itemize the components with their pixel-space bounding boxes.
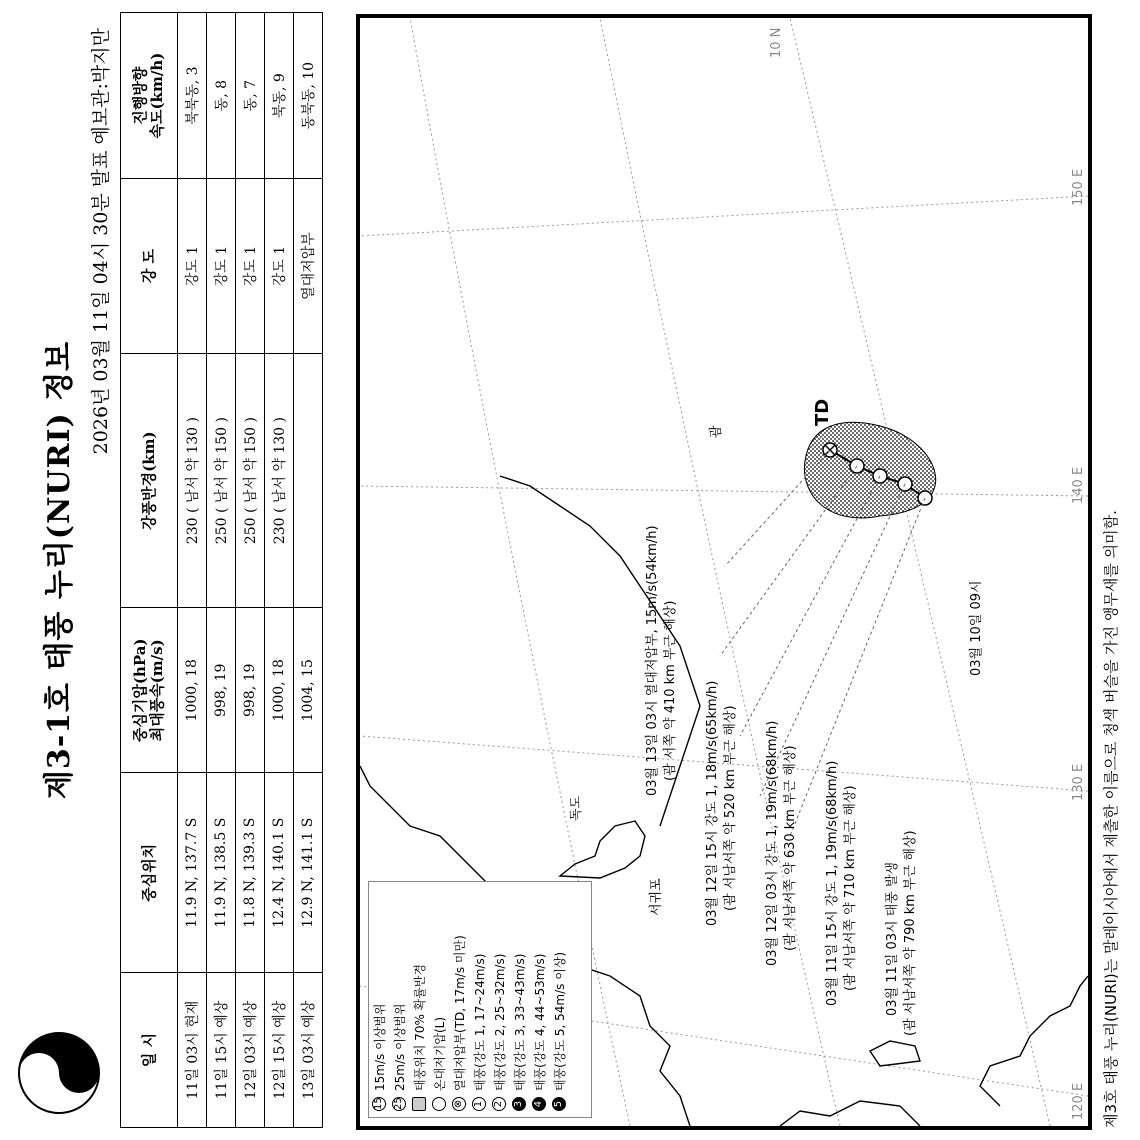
legend-item <box>449 882 469 1117</box>
leader-line <box>760 484 905 796</box>
legend-label: 태풍(강도 2, 25~32m/s) <box>492 953 507 1091</box>
legend-label: 15m/s 이상범위 <box>372 1003 387 1091</box>
header-radius: 강풍반경(km) <box>121 353 178 607</box>
header-direction <box>121 13 178 179</box>
header-position: 중심위치 <box>121 773 178 973</box>
legend-label: 열대저압부(TD, 17m/s 미만) <box>452 935 467 1091</box>
cell-time: 11일 03시 현재 <box>178 973 207 1128</box>
legend-item <box>429 882 449 1117</box>
cell-time: 12일 03시 예상 <box>236 973 265 1128</box>
cell-intensity: 강도 1 <box>265 179 294 354</box>
cell-radius: 230 ( 남서 약 130 ) <box>178 353 207 607</box>
table-row <box>265 13 294 1128</box>
table-row <box>294 13 323 1128</box>
typhoon-intensity-1-icon: 1 <box>472 1097 486 1111</box>
annotation-12d03h-line1: 03월 12일 03시 강도 1, 19m/s(68km/h) <box>765 720 780 966</box>
cell-intensity: 강도 1 <box>178 179 207 354</box>
header-pressure-line1: 중심기압(hPa) <box>131 638 149 743</box>
place-seogwipo: 서귀포 <box>649 878 664 916</box>
wind-15-icon: 15 <box>373 1097 384 1110</box>
cell-position: 12.4 N, 140.1 S <box>265 773 294 973</box>
legend-label: 태풍(강도 4, 44~53m/s) <box>532 953 547 1091</box>
header-pressure-line2: 최대풍속(m/s) <box>148 639 166 742</box>
probability-radius-icon <box>412 1097 426 1111</box>
cell-direction: 동북동, 10 <box>294 13 323 179</box>
cell-pressure: 1000, 18 <box>265 608 294 773</box>
table-row <box>207 13 236 1128</box>
coast-korea <box>560 821 645 878</box>
cell-intensity: 강도 1 <box>236 179 265 354</box>
lon-label-140: 140 E <box>1071 466 1086 504</box>
issued-time: 2026년 03월 11일 04시 30분 발표 예보관:박지만 <box>90 28 112 455</box>
typhoon-intensity-5-icon: 5 <box>552 1097 566 1111</box>
legend-item <box>509 882 529 1117</box>
header-intensity: 강 도 <box>121 179 178 354</box>
annotation-13d03h-line2: (괌 서쪽 약 410 km 부근 해상) <box>663 600 678 781</box>
cell-position: 11.8 N, 139.3 S <box>236 773 265 973</box>
cell-radius: 230 ( 남서 약 130 ) <box>265 353 294 607</box>
probability-radius-area <box>804 422 935 518</box>
coast-taiwan <box>870 1041 920 1066</box>
legend-label: 태풍(강도 3, 33~43m/s) <box>512 953 527 1091</box>
cell-intensity: 강도 1 <box>207 179 236 354</box>
cell-time: 13일 03시 예상 <box>294 973 323 1128</box>
annotation-11d03h-line1: 03월 11일 03시 태풍 발생 <box>885 861 900 1016</box>
grid-lon-140 <box>360 486 1088 496</box>
grid-lat-20 <box>600 18 840 1126</box>
leader-line <box>740 476 880 736</box>
legend-item <box>469 882 489 1117</box>
cell-pressure: 998, 19 <box>207 608 236 773</box>
annotation-11d15h-line1: 03월 11일 15시 강도 1, 19m/s(68km/h) <box>825 760 840 1006</box>
footnote: 제3호 태풍 누리(NURI)는 말레이시아에서 제출한 이름으로 청색 버슬을 가진 앵무새를 의미함. <box>1102 510 1120 1128</box>
header-direction-line1: 진행방향 <box>131 66 149 125</box>
legend-item <box>529 882 549 1117</box>
table-row <box>178 13 207 1128</box>
cell-radius: 250 ( 남서 약 150 ) <box>236 353 265 607</box>
annotation-12d03h-line2: (괌 서남서쪽 약 630 km 부근 해상) <box>783 745 798 951</box>
legend-item <box>369 882 389 1117</box>
tropical-depression-icon: ⊗ <box>452 1097 466 1111</box>
typhoon-forecast-table <box>120 12 323 1128</box>
annotation-13d03h-line1: 03월 13일 03시 열대저압부, 15m/s(54km/h) <box>645 525 660 796</box>
map-legend <box>368 881 592 1118</box>
legend-label: 태풍위치 70% 확률반경 <box>412 963 427 1091</box>
header-pressure <box>121 608 178 773</box>
cell-radius <box>294 353 323 607</box>
legend-item <box>489 882 509 1117</box>
coast-indochina <box>780 1101 920 1126</box>
legend-item <box>409 882 429 1117</box>
cell-pressure: 1004, 15 <box>294 608 323 773</box>
cell-direction: 북북동, 3 <box>178 13 207 179</box>
cell-radius: 250 ( 남서 약 150 ) <box>207 353 236 607</box>
lon-label-130: 130 E <box>1071 763 1086 801</box>
place-guam: 괌 <box>709 425 724 438</box>
legend-label: 25m/s 이상범위 <box>392 1003 407 1091</box>
cell-position: 11.9 N, 138.5 S <box>207 773 236 973</box>
page-title: 제3-1호 태풍 누리(NURI) 정보 <box>42 340 77 800</box>
annotation-12d15h-line1: 03월 12일 15시 강도 1, 18m/s(65km/h) <box>705 680 720 926</box>
lat-label-10: 10 N <box>769 27 784 58</box>
typhoon-intensity-2-icon: 2 <box>492 1097 506 1111</box>
cell-direction: 북동, 9 <box>265 13 294 179</box>
track-map <box>356 14 1092 1130</box>
legend-label: 태풍(강도 1, 17~24m/s) <box>472 953 487 1091</box>
grid-lon-150 <box>360 196 1088 236</box>
cell-position: 11.9 N, 137.7 S <box>178 773 207 973</box>
annotation-11d03h-line2: (괌 서남서쪽 약 790 km 부근 해상) <box>903 830 918 1036</box>
legend-label: 온대저기압(L) <box>432 1016 447 1091</box>
cell-time: 12일 15시 예상 <box>265 973 294 1128</box>
lon-label-150: 150 E <box>1071 168 1086 206</box>
td-mark-label: TD <box>812 398 833 426</box>
annotation-12d15h-line2: (괌 서남서쪽 약 520 km 부근 해상) <box>723 705 738 911</box>
typhoon-intensity-4-icon: 4 <box>532 1097 546 1111</box>
extratropical-low-icon <box>432 1097 446 1111</box>
cell-position: 12.9 N, 141.1 S <box>294 773 323 973</box>
table-row <box>236 13 265 1128</box>
cell-pressure: 1000, 18 <box>178 608 207 773</box>
legend-item <box>389 882 409 1117</box>
cell-intensity: 열대저압부 <box>294 179 323 354</box>
wind-25-icon: 25 <box>393 1097 404 1110</box>
cell-direction: 동, 7 <box>236 13 265 179</box>
cell-pressure: 998, 19 <box>236 608 265 773</box>
place-dokdo: 독도 <box>569 795 584 821</box>
annotation-11d15h-line2: (괌 서남서쪽 약 710 km 부근 해상) <box>843 785 858 991</box>
lon-label-120: 120 E <box>1071 1082 1086 1120</box>
typhoon-intensity-3-icon: 3 <box>512 1097 526 1111</box>
legend-label: 태풍(강도 5, 54m/s 이상) <box>552 951 567 1091</box>
cell-time: 11일 15시 예상 <box>207 973 236 1128</box>
cell-direction: 동, 8 <box>207 13 236 179</box>
past-track-label: 03월 10일 09시 <box>969 580 984 676</box>
header-time: 일 시 <box>121 973 178 1128</box>
header-direction-line2: 속도(km/h) <box>148 52 166 139</box>
legend-item <box>549 882 569 1117</box>
